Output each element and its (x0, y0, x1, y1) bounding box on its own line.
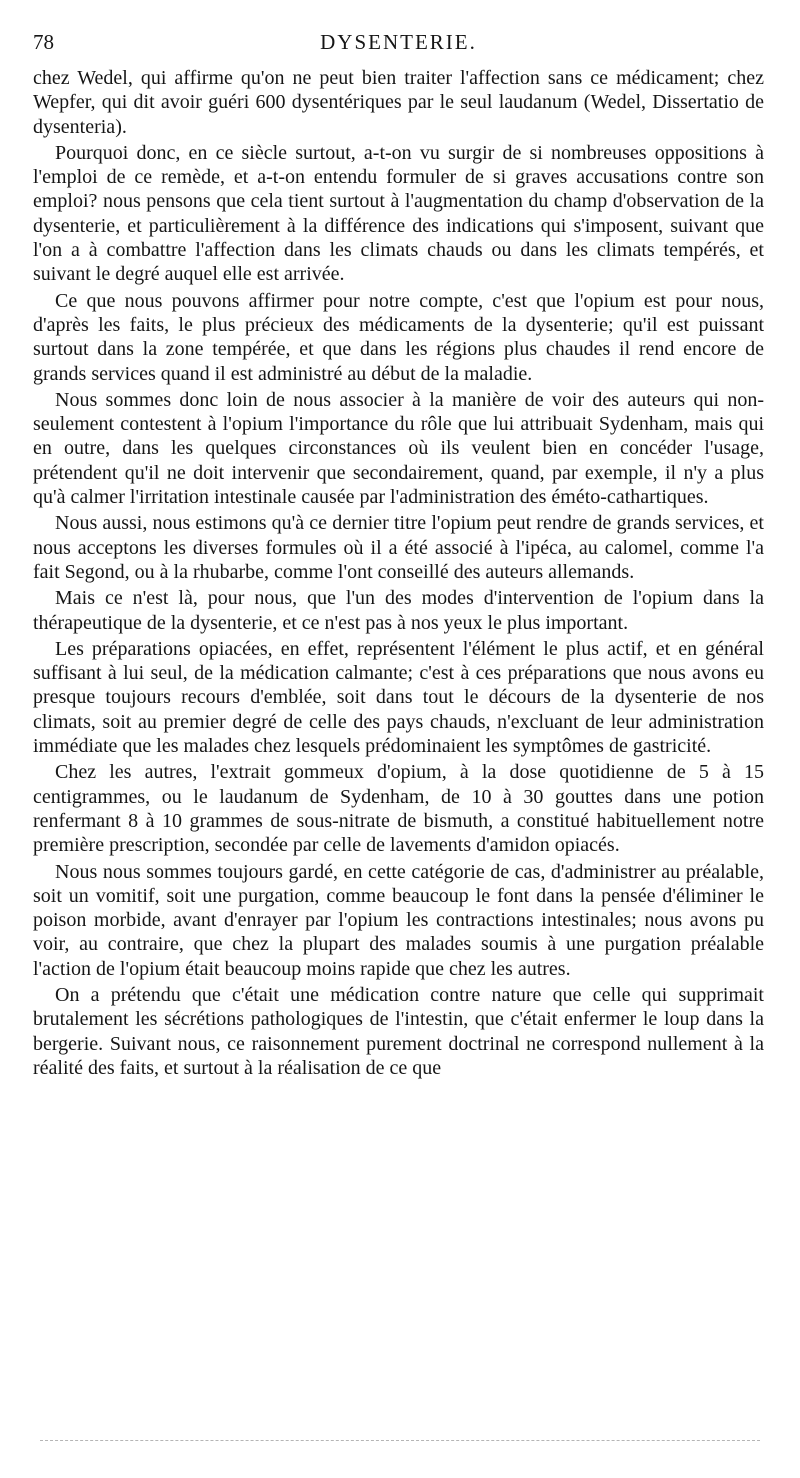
paragraph: Ce que nous pouvons affirmer pour notre compte, c'est que l'opium est pour nous, d'après les faits, le plus précieux des médicaments de la dysenterie; qu'il est puissant surtout dans la zone tempérée, et que dans les régions plus chaudes il rend encore de grands services quand il est administré au début de la maladie. (33, 289, 764, 385)
paragraph-continued: chez Wedel, qui affirme qu'on ne peut bien traiter l'affection sans ce médicament; chez Wepfer, qui dit avoir guéri 600 dysentériques par le seul laudanum (Wedel, Dissertatio de dysenteria). (33, 67, 764, 138)
paragraph: On a prétendu que c'était une médication contre nature que celle qui supprimait brutalement les sécrétions pathologiques de l'intestin, que c'était enfermer le loup dans la bergerie. Suivant nous, ce raisonnement purement doctrinal ne correspond nullement à la réalité des faits, et surtout à la réalisation de ce que (33, 983, 764, 1079)
paragraph: Mais ce n'est là, pour nous, que l'un des modes d'intervention de l'opium dans la thérapeutique de la dysenterie, et ce n'est pas à nos yeux le plus important. (33, 587, 764, 634)
paragraph: Nous sommes donc loin de nous associer à la manière de voir des auteurs qui non-seulement contestent à l'opium l'importance du rôle que lui attribuait Sydenham, mais qui en outre, dans les quelques circonstances où ils veulent bien en concéder l'usage, prétendent qu'il ne doit intervenir que secondairement, quand, par exemple, il n'y a plus qu'à calmer l'irritation intestinale causée par l'administration des éméto-cathartiques. (33, 388, 764, 509)
paragraph: Chez les autres, l'extrait gommeux d'opium, à la dose quotidienne de 5 à 15 centigrammes, ou le laudanum de Sydenham, de 10 à 30 gouttes dans une potion renfermant 8 à 10 grammes de sous-nitrate de bismuth, a constitué habituellement notre première prescription, secondée par celle de lavements d'amidon opiacés. (33, 761, 764, 857)
body-text (33, 66, 764, 1082)
page-number: 78 (33, 30, 54, 54)
running-title: DYSENTERIE. (320, 30, 477, 54)
page-bottom-rule (40, 1440, 760, 1441)
paragraph: Nous nous sommes toujours gardé, en cette catégorie de cas, d'administrer au préalable, soit un vomitif, soit une purgation, comme beaucoup le font dans la pensée d'éliminer le poison morbide, avant d'enrayer par l'opium les contractions intestinales; nous avons pu voir, au contraire, que chez la plupart des malades soumis à une purgation préalable l'action de l'opium était beaucoup moins rapide que chez les autres. (33, 860, 764, 980)
paragraph: Pourquoi donc, en ce siècle surtout, a-t-on vu surgir de si nombreuses oppositions à l'emploi de ce remède, et a-t-on entendu formuler de si graves accusations contre son emploi? nous pensons que cela tient surtout à l'augmentation du champ d'observation de la dysenterie, et particulièrement à la différence des indications qui s'imposent, suivant que l'on a à combattre l'affection dans les climats chauds ou dans les climats tempérés, et suivant le degré auquel elle est arrivée. (33, 141, 764, 286)
paragraph: Nous aussi, nous estimons qu'à ce dernier titre l'opium peut rendre de grands services, et nous acceptons les diverses formules où il a été associé à l'ipéca, au calomel, comme l'a fait Segond, ou à la rhubarbe, comme l'ont conseillé des auteurs allemands. (33, 512, 764, 583)
page-header (33, 30, 764, 60)
paragraph: Les préparations opiacées, en effet, représentent l'élément le plus actif, et en général suffisant à lui seul, de la médication calmante; c'est à ces préparations que nous avons eu presque toujours recours d'emblée, soit dans tout le décours de la dysenterie de nos climats, soit au premier degré de celle des pays chauds, n'excluant de leur administration immédiate que les malades chez lesquels prédominaient les symptômes de gastricité. (33, 637, 764, 758)
